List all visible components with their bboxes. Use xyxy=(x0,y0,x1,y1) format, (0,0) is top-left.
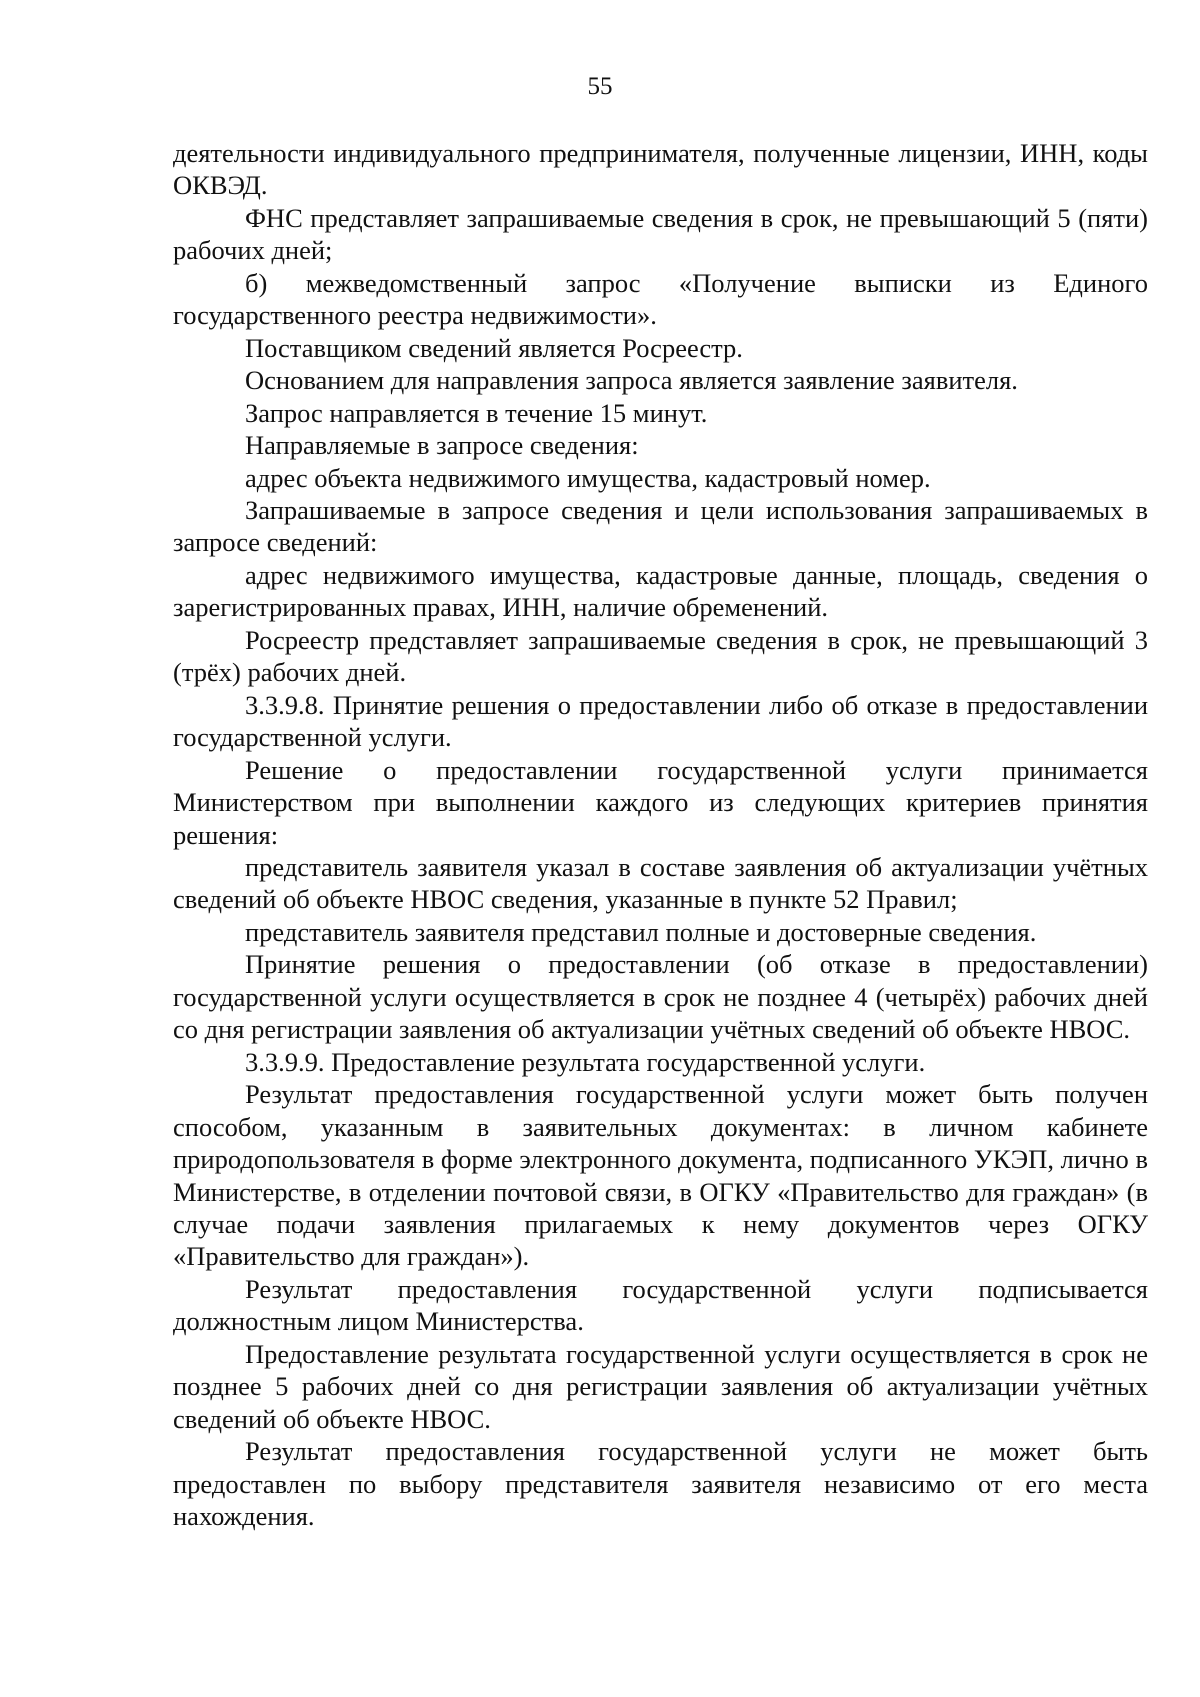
paragraph: Предоставление результата государственной услуги осуществляется в срок не позднее 5 рабочих дней со дня регистрации заявления об актуализации учётных сведений об объекте НВОС. xyxy=(173,1338,1148,1434)
paragraph: Направляемые в запросе сведения: xyxy=(245,430,639,461)
paragraph: Результат предоставления государственной услуги не может быть предоставлен по выбору представителя заявителя независимо от его места нахождения. xyxy=(173,1436,1148,1532)
paragraph: представитель заявителя представил полные и достоверные сведения. xyxy=(245,916,1037,947)
document-body xyxy=(173,137,1148,1532)
paragraph: деятельности индивидуального предпринимателя, полученные лицензии, ИНН, коды ОКВЭД. xyxy=(173,138,1148,201)
section-heading-3-3-9-9: 3.3.9.9. Предоставление результата государственной услуги. xyxy=(245,1046,926,1077)
paragraph: Росреестр представляет запрашиваемые сведения в срок, не превышающий 3 (трёх) рабочих дней. xyxy=(173,624,1148,688)
paragraph: ФНС представляет запрашиваемые сведения в срок, не превышающий 5 (пяти) рабочих дней; xyxy=(173,202,1148,266)
paragraph: Запрос направляется в течение 15 минут. xyxy=(245,397,708,428)
paragraph: Запрашиваемые в запросе сведения и цели использования запрашиваемых в запросе сведений: xyxy=(173,494,1148,558)
section-heading-3-3-9-8: 3.3.9.8. Принятие решения о предоставлении либо об отказе в предоставлении государственной услуги. xyxy=(173,689,1148,753)
page-number: 55 xyxy=(587,73,613,100)
paragraph: представитель заявителя указал в составе заявления об актуализации учётных сведений об объекте НВОС сведения, указанные в пункте 52 Правил; xyxy=(173,851,1148,915)
paragraph: адрес объекта недвижимого имущества, кадастровый номер. xyxy=(245,462,931,493)
paragraph: Результат предоставления государственной услуги может быть получен способом, указанным в заявительных документах: в личном кабинете природопользователя в форме электронного документа, подписанного УКЭП, лично в Министерстве, в отделении почтовой связи, в ОГКУ «Правительство для граждан» (в случае подачи заявления прилагаемых к нему документов через ОГКУ «Правительство для граждан»). xyxy=(173,1079,1148,1272)
paragraph: Результат предоставления государственной услуги подписывается должностным лицом Министерства. xyxy=(173,1273,1148,1337)
paragraph: Принятие решения о предоставлении (об отказе в предоставлении) государственной услуги осуществляется в срок не позднее 4 (четырёх) рабочих дней со дня регистрации заявления об актуализации учётных сведений об объекте НВОС. xyxy=(173,949,1148,1045)
paragraph: б) межведомственный запрос «Получение выписки из Единого государственного реестра недвижимости». xyxy=(173,267,1148,331)
paragraph: Поставщиком сведений является Росреестр. xyxy=(245,332,743,363)
paragraph: адрес недвижимого имущества, кадастровые данные, площадь, сведения о зарегистрированных правах, ИНН, наличие обременений. xyxy=(173,559,1148,623)
paragraph: Решение о предоставлении государственной услуги принимается Министерством при выполнении каждого из следующих критериев принятия решения: xyxy=(173,754,1148,850)
paragraph: Основанием для направления запроса является заявление заявителя. xyxy=(245,365,1018,396)
